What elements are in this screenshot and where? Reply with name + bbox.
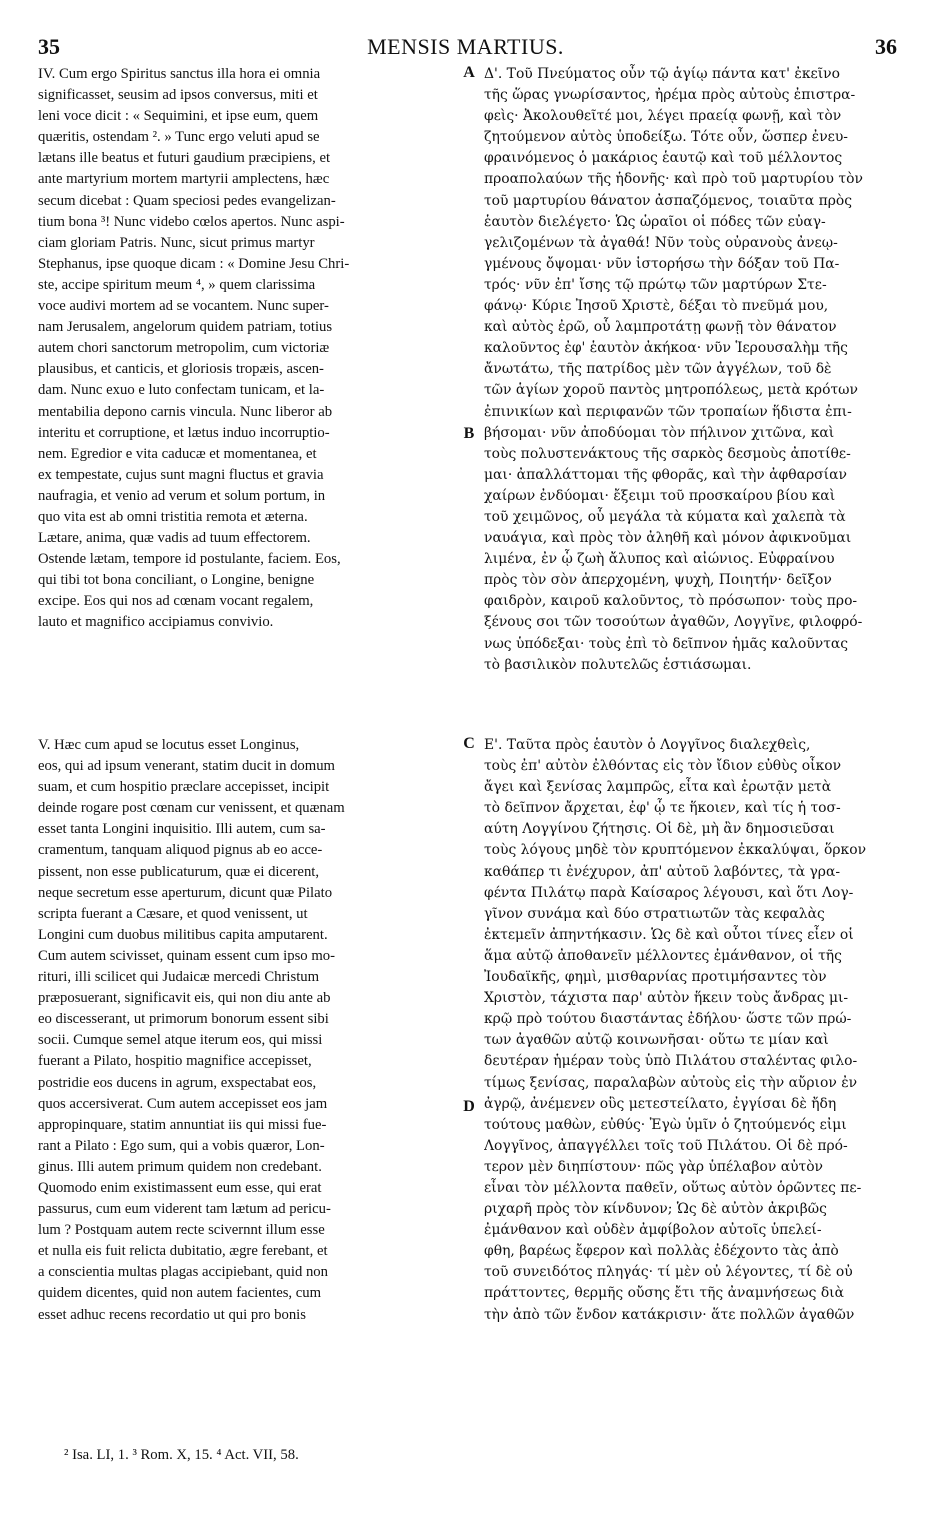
text-line: τερον μὲν διηπίστουν· πῶς γὰρ ὑπέλαβον αὐτὸν (484, 1158, 824, 1175)
latin-section-v (38, 735, 458, 1326)
text-line: Λογγῖνος, ἀπαγγέλλει τοῖς τοῦ Πιλάτου. Οἱ δὲ πρό- (484, 1137, 848, 1154)
text-line: a conscientia multas plagas accipiebant, quid non (38, 1264, 328, 1281)
text-line: neque secretum esse aperturum, dicunt quæ Pilato (38, 884, 333, 901)
text-line: τοὺς πολυστενάκτους τῆς σαρκὸς δεσμοὺς ἀποτίθε- (484, 445, 851, 462)
text-line: tium bona ³! Nunc videbo cœlos apertos. Nunc aspi- (38, 213, 345, 230)
text-line: interitu et corruptione, et lætus induo incorruptio- (38, 424, 330, 441)
text-line: ἐπινικίων καὶ περιφανῶν τῶν τροπαίων ἥδιστα ἐπι- (484, 403, 852, 420)
text-line: quo vita est ab omni tristitia remota et æterna. (38, 508, 308, 525)
text-line: τὴν ἀπὸ τῶν ἔνδον κατάκρισιν· ἅτε πολλῶν ἀγαθῶν (484, 1306, 855, 1323)
text-line: ζητούμενον αὐτὸς ὑποδείξω. Τότε οὖν, ὥσπερ ἐνευ- (484, 129, 849, 146)
text-line: excipe. Eos qui nos ad cœnam vocant regalem, (38, 593, 314, 610)
text-line: δευτέραν ἡμέραν τοὺς ὑπὸ Πιλάτου σταλέντας φιλο- (484, 1053, 858, 1070)
text-line: νως ὑπόδεξαι· τοὺς ἐπὶ τὸ δεῖπνον ἡμᾶς καλοῦντας (484, 635, 849, 652)
text-line: eos, qui ad ipsum venerant, statim ducit in domum (38, 758, 335, 775)
text-line: Quomodo enim existimassent eum esse, qui erat (38, 1179, 322, 1196)
text-line: quæritis, ostendam ². » Tunc ergo veluti apud se (38, 129, 320, 146)
margin-marker-b: B (463, 425, 475, 442)
text-line: lauto et magnifico accipiamus convivio. (38, 614, 274, 631)
text-line: qui tibi tot bona conciliant, o Longine, benigne (38, 572, 315, 589)
text-line: suam, et cum hospitio præclare accepisset, incipit (38, 779, 330, 796)
running-title: MENSIS MARTIUS. (367, 34, 564, 59)
text-line: voce audivi mortem ad se vocantem. Nunc super- (38, 298, 329, 315)
text-line: ριχαρῆ πρὸς τὸν κίνδυνον; Ὡς δὲ αὐτὸν ἀκριβῶς (484, 1201, 827, 1218)
text-line: τοῦ μαρτυρίου θάνατον ἀσπαζόμενος, τοιαῦτα πρὸς (484, 192, 853, 209)
text-line: πρὸς τὸν σὸν ἀπερχομένη, ψυχὴ, Ποιητήν· δεῖξον (484, 572, 832, 589)
footnotes: ² Isa. LI, 1. ³ Rom. X, 15. ⁴ Act. VII, 58. (64, 1447, 299, 1463)
text-line: naufragia, et venio ad verum et solum portum, in (38, 487, 326, 504)
text-line: Stephanus, ipse quoque dicam : « Domine Jesu Chri- (38, 255, 350, 272)
page-header (0, 34, 931, 64)
text-line: κρῷ πρὸ τούτου διαστάντας ἐδήλου· ὥστε τῶν πρώ- (484, 1011, 852, 1028)
text-line: τῆς ὥρας γνωρίσαντος, ἠρέμα πρὸς αὐτοὺς ἐπιστρα- (484, 87, 856, 104)
text-line: esset adhuc recens recordatio ut qui pro bonis (38, 1306, 306, 1323)
text-line: αύτη Λογγίνου ζήτησις. Οἱ δὲ, μὴ ἂν δημοσιεῦσαι (484, 821, 835, 838)
text-line: præposuerant, significavit eis, qui non diu ante ab (38, 990, 331, 1007)
margin-marker-d: D (463, 1098, 475, 1115)
text-line: et nulla eis fuit relicta dubitatio, ægre ferebant, et (38, 1243, 328, 1260)
text-line: τὸ δεῖπνον ἄρχεται, ἐφ' ᾧ τε ἥκοιεν, καὶ τίς ἡ τοσ- (484, 800, 841, 817)
latin-section-iv (38, 64, 458, 634)
text-line: passurus, cum eum viderent tam lætum ad pericu- (38, 1201, 331, 1218)
text-line: τῶν ἁγίων χοροῦ παντὸς μητροπόλεως, μετὰ κρότων (484, 382, 858, 399)
text-line: ἐμάνθανον καὶ οὐδὲν ἀμφίβολον αὐτοῖς ὑπελεί- (484, 1222, 822, 1239)
text-line: ginus. Illi autem primum quidem non credebant. (38, 1158, 322, 1175)
text-line: καθάπερ τι ἐνέχυρον, ἀπ' αὐτοῦ λαβόντες, τὰ γρα- (484, 863, 841, 880)
greek-section-iv (484, 64, 904, 676)
text-line: Ε'. Ταῦτα πρὸς ἑαυτὸν ὁ Λογγῖνος διαλεχθεὶς, (484, 737, 811, 753)
text-line: φεὶς· Ἀκολουθεῖτέ μοι, λέγει πραείᾳ φωνῇ, καὶ τὸν (484, 108, 842, 125)
greek-section-v (484, 735, 904, 1326)
text-line: Ostende lætam, tempore id postulante, faciem. Eos, (38, 551, 341, 568)
text-line: τρός· νῦν ἐπ' ἴσης τῷ πρώτῳ τῶν μαρτύρων Στε- (484, 276, 827, 293)
text-line: rituri, illi scilicet qui Judaicæ mercedi Christum (38, 969, 320, 986)
text-line: lum ? Postquam autem recte scivernnt illum esse (38, 1222, 325, 1239)
text-line: nam Jerusalem, angelorum quidem patriam, totius (38, 319, 333, 336)
text-line: τὸ βασιλικὸν πολυτελῶς ἑστιάσωμαι. (484, 656, 752, 673)
text-line: φαιδρὸν, καιροῦ καλοῦντος, τὸ πρόσωπον· τοὺς προ- (484, 593, 858, 610)
text-line: βήσομαι· νῦν ἀποδύομαι τὸν πήλινον χιτῶνα, καὶ (484, 424, 835, 441)
text-line: ἑαυτὸν διελέγετο· Ὡς ὡραῖοι οἱ πόδες τῶν εὐαγ- (484, 213, 826, 230)
text-line: ναυάγια, καὶ πρὸς τὸν ἀληθῆ καὶ μόνον ἀφικνοῦμαι (484, 530, 852, 547)
text-line: eo discesserant, ut primorum bonorum essent sibi (38, 1011, 329, 1028)
text-line: Cum autem scivisset, quinam essent cum ipso mo- (38, 947, 335, 964)
text-line: Δ'. Τοῦ Πνεύματος οὖν τῷ ἁγίῳ πάντα κατ' ἐκεῖνο (484, 66, 840, 82)
text-line: φέντα Πιλάτῳ παρὰ Καίσαρος λέγουσι, καὶ ὅτι Λογ- (484, 884, 854, 901)
text-line: esset tanta Longini inquisitio. Illi autem, cum sa- (38, 821, 326, 838)
text-line: lætans ille beatus et futuri gaudium præcipiens, et (38, 150, 331, 167)
text-line: ex tempestate, cujus sunt magni fluctus et gravia (38, 466, 324, 483)
text-line: ciam gloriam Patris. Nunc, sicut primus martyr (38, 234, 315, 251)
text-line: τούτους μαθὼν, εὐθύς· Ἐγὼ ὑμῖν ὁ ζητούμενός εἰμι (484, 1116, 847, 1133)
text-line: V. Hæc cum apud se locutus esset Longinus, (38, 737, 300, 753)
text-line: ste, accipe spiritum meum ⁴, » quem clarissima (38, 276, 316, 293)
text-line: προαπολαύων τῆς ἡδονῆς· καὶ πρὸ τοῦ μαρτυρίου τὸν (484, 171, 863, 188)
text-line: φραινόμενος ὁ μακάριος ἑαυτῷ καὶ τοῦ μέλλοντος (484, 150, 843, 167)
text-line: deinde rogare post cœnam cur venissent, et quænam (38, 800, 345, 817)
text-line: ἀγρῷ, ἀνέμενεν οὓς μετεστείλατο, ἐγγίσαι δὲ ἤδη (484, 1095, 837, 1112)
text-line: Χριστὸν, τάχιστα παρ' αὐτὸν ἥκειν τοὺς ἄνδρας μι- (484, 990, 849, 1007)
text-line: leni voce dicit : « Sequimini, et ipse eum, quem (38, 108, 319, 125)
text-line: Ἰουδαϊκῆς, φημὶ, μισθαρνίας προτιμήσαντες τὸν (484, 969, 827, 986)
text-line: quidem dicentes, quid non autem facientes, cum (38, 1285, 322, 1302)
text-line: πράττοντες, θερμῆς οὔσης ἔτι τῆς ἀναμνήσεως διὰ (484, 1285, 845, 1302)
text-line: nem. Egredior e vita caducæ et momentanea, et (38, 445, 317, 462)
text-line: significasset, seusim ad ipsos conversus, miti et (38, 87, 318, 104)
text-line: ἐκτεμεῖν ἀπηντήκασιν. Ὡς δὲ καὶ οὗτοι τίνες εἶεν οἱ (484, 926, 854, 943)
text-line: εἶναι τὸν μέλλοντα παθεῖν, οὕτως αὐτὸν ὁρῶντες πε- (484, 1179, 862, 1196)
text-line: autem chori sanctorum metropolim, cum victoriæ (38, 340, 330, 357)
margin-marker-c: C (463, 735, 475, 752)
page-number-left: 35 (38, 34, 60, 59)
text-line: scripta fuerant a Cæsare, et quod venissent, ut (38, 905, 308, 922)
text-line: ἄνωτάτω, τῆς πατρίδος μὲν τῶν ἀγγέλων, τοῦ δὲ (484, 361, 832, 378)
text-line: ἅμα αὐτῷ ἀποθανεῖν μέλλοντες ἐμάνθανον, οἱ τῆς (484, 947, 842, 964)
text-line: καλοῦντος ἐφ' ἑαυτὸν ἀκήκοα· νῦν Ἱερουσαλὴμ τῆς (484, 340, 848, 357)
text-line: γμένους ὄψομαι· νῦν ἱστορήσω τὴν δόξαν τοῦ Πα- (484, 255, 840, 272)
text-line: ἄγει καὶ ξενίσας λαμπρῶς, εἶτα καὶ ἐρωτᾷν μετὰ (484, 779, 832, 796)
text-line: τίμως ξενίσας, παραλαβὼν αὐτοὺς εἰς τὴν αὔριον ἐν (484, 1074, 858, 1091)
text-line: dam. Nunc exuo e luto confectam tunicam, et la- (38, 382, 325, 399)
text-line: ξένους σοι τῶν τοσούτων ἀγαθῶν, Λογγῖνε, φιλοφρό- (484, 614, 863, 631)
text-line: φθη, βαρέως ἔφερον καὶ πολλὰς ἐδέχοντο τὰς ἀπὸ (484, 1243, 839, 1260)
text-line: καὶ αὐτὸς ἐρῶ, οὗ λαμπροτάτῃ φωνῇ τὸν θάνατον (484, 319, 837, 336)
text-line: τοῦ συνειδότος πληγάς· τί μὲν οὐ λέγοντες, τί δὲ οὐ (484, 1264, 853, 1281)
text-line: μαι· ἀπαλλάττομαι τῆς φθορᾶς, καὶ τὴν ἀφθαρσίαν (484, 466, 847, 483)
text-line: secum dicebat : Quam speciosi pedes evangelizan- (38, 192, 336, 209)
text-line: mentabilia depono carnis vincula. Nunc liberor ab (38, 403, 333, 420)
text-line: socii. Cumque semel atque iterum eos, qui missi (38, 1032, 323, 1049)
text-line: Longini cum duobus militibus capita amputarent. (38, 926, 328, 943)
text-line: rant a Pilato : Ego sum, qui a vobis quæror, Lon- (38, 1137, 325, 1154)
page-number-right: 36 (875, 34, 897, 59)
text-line: plausibus, et canticis, et gloriosis tropæis, ascen- (38, 361, 324, 378)
text-line: τοὺς ἐπ' αὐτὸν ἐλθόντας εἰς τὸν ἴδιον εὐθὺς οἶκον (484, 758, 842, 775)
text-line: cramentum, tanquam aliquod pignus ab eo acce- (38, 842, 323, 859)
text-line: postridie eos ducens in agrum, exspectabat eos, (38, 1074, 317, 1091)
text-line: fuerant a Pilato, hospitio magnifice accepisset, (38, 1053, 312, 1070)
text-line: Lætare, anima, quæ vadis ad tuum effectorem. (38, 530, 311, 547)
text-line: appropinquare, statim annuntiat iis qui missi fue- (38, 1116, 327, 1133)
text-line: ante martyrium mortem martyrii amplectens, hæc (38, 171, 330, 188)
text-line: χαίρων ἐνδύομαι· ἔξειμι τοῦ προσκαίρου βίου καὶ (484, 487, 836, 504)
text-line: των ἀγαθῶν αὐτῷ κοινωνῆσαι· οὕτω τε μίαν καὶ (484, 1032, 829, 1049)
text-line: γελιζομένων τὰ ἀγαθά! Νῦν τοὺς οὐρανοὺς ἀνεῳ- (484, 234, 838, 251)
text-line: pissent, non esse publicaturum, quæ ei dicerent, (38, 863, 320, 880)
margin-marker-a: A (463, 64, 475, 81)
text-line: φάνῳ· Κύριε Ἰησοῦ Χριστὲ, δέξαι τὸ πνεῦμά μου, (484, 298, 829, 315)
text-line: quos accersiverat. Cum autem accepisset eos jam (38, 1095, 328, 1112)
text-line: τοὺς λόγους μηδὲ τὸν κρυπτόμενον ἐκκαλύψαι, ὅρκον (484, 842, 867, 859)
text-line: λιμένα, ἐν ᾧ ζωὴ ἄλυπος καὶ αἰώνιος. Εὐφραίνου (484, 551, 835, 568)
text-line: γῖνον συνάμα καὶ δύο στρατιωτῶν τὰς κεφαλὰς (484, 905, 825, 922)
text-line: IV. Cum ergo Spiritus sanctus illa hora ei omnia (38, 66, 321, 82)
text-line: τοῦ χειμῶνος, οὗ μεγάλα τὰ κύματα καὶ χαλεπὰ τὰ (484, 508, 846, 525)
